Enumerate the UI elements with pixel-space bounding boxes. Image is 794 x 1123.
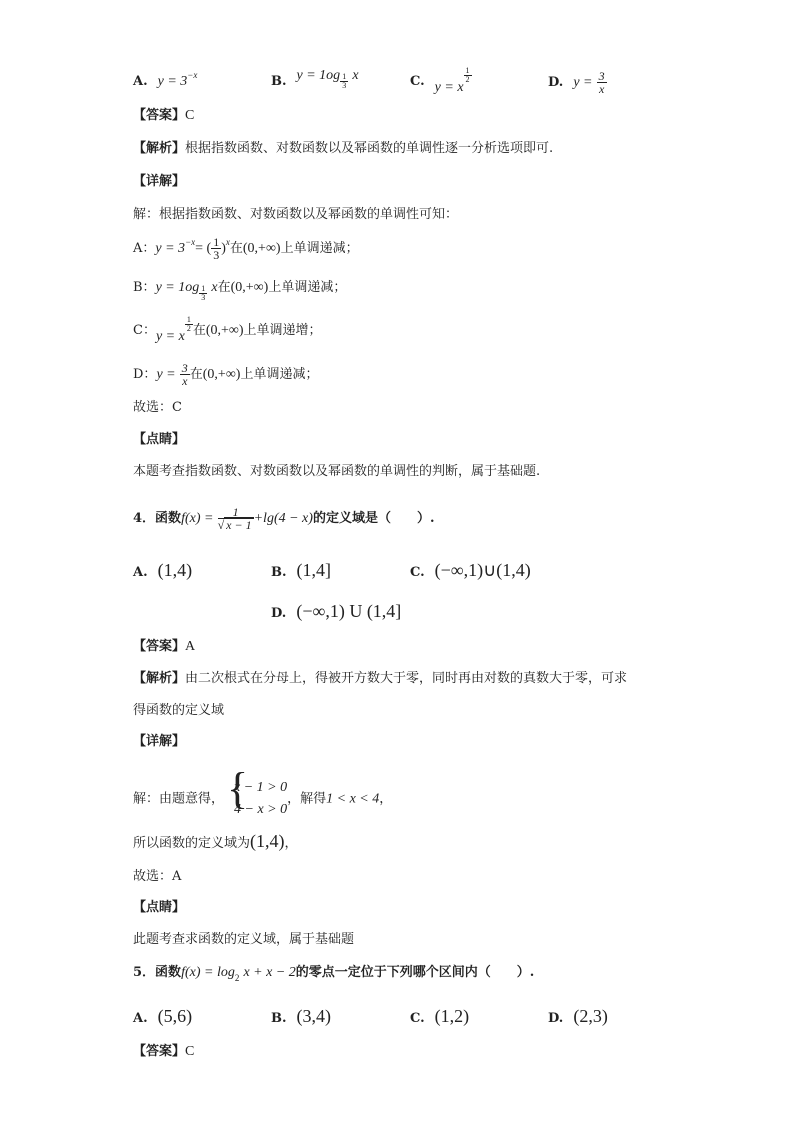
q4-comment: 此题考查求函数的定义域，属于基础题 (133, 932, 355, 947)
q3-comment-heading: 【点睛】 (133, 432, 186, 447)
q3-option-c: C. y = x $\frac{1}{2}$ (410, 66, 470, 95)
q4-comment-heading: 【点睛】 (133, 900, 186, 915)
q4-answer: 【答案】A (133, 639, 196, 654)
q4-option-b: B. (1,4] (271, 560, 332, 580)
q5-option-d: D. (2,3) (548, 1006, 608, 1026)
q3-answer: 【答案】C (133, 108, 195, 123)
q4-domain: 所以函数的定义域为(1,4)， (133, 831, 298, 851)
q3-option-a: A. $y = 3^{-x}$ (133, 70, 198, 89)
q3-detail-c: C：y = x $\frac{1}{2}$ 在(0,+∞)上单调递增； (133, 315, 322, 344)
q4-option-d: D. (−∞,1) U (1,4] (271, 601, 402, 621)
q3-comment: 本题考查指数函数、对数函数以及幂函数的单调性的判断，属于基础题. (133, 464, 541, 479)
q3-analysis: 【解析】根据指数函数、对数函数以及幂函数的单调性逐一分析选项即可. (133, 141, 554, 156)
q3-option-b: B. y = 1og $\frac{1}{3}$ x (271, 68, 359, 90)
q4-analysis-1: 【解析】由二次根式在分母上，得被开方数大于零，同时再由对数的真数大于零，可求 (133, 671, 628, 686)
q4-option-c: C. (−∞,1)∪(1,4) (410, 560, 531, 580)
q3-detail-b: B：y = 1og $\frac{1}{3}$ x在(0,+∞)上单调递减； (133, 280, 347, 302)
q5-stem: 5．函数$f(x) = \log_2 x + x - 2$的零点一定位于下列哪个区间内（ ）. (133, 965, 535, 983)
q5-option-a: A. (5,6) (133, 1006, 193, 1026)
q4-option-a: A. (1,4) (133, 560, 193, 580)
system-brace: { (227, 764, 249, 813)
q4-choose: 故选：A (133, 869, 182, 884)
q3-detail-a: A：$y = 3^{-x}=$ ( $\frac{1}{3}$ )$^x$在(0,+∞)上单调递减； (133, 235, 359, 262)
q3-option-d: D. y = $\frac{3}{x}$ (548, 69, 605, 96)
q3-choose: 故选：C (133, 400, 182, 415)
q5-answer: 【答案】C (133, 1044, 195, 1059)
q3-detail-d: D：y = $\frac{3}{x}$ 在(0,+∞)上单调递减； (133, 361, 319, 388)
q5-option-b: B. (3,4) (271, 1006, 332, 1026)
q3-detail-heading: 【详解】 (133, 174, 186, 189)
q4-detail: 解：由题意得， x − 1 > 0 4 − x > 0 ，解得1 < x < 4， (133, 780, 393, 817)
q4-detail-heading: 【详解】 (133, 734, 186, 749)
q5-option-c: C. (1,2) (410, 1006, 470, 1026)
q3-detail-intro: 解：根据指数函数、对数函数以及幂函数的单调性可知： (133, 207, 459, 222)
q4-analysis-2: 得函数的定义域 (133, 703, 225, 718)
q4-stem: 4．函数f(x) = $\frac{1}{√ x - 1}$ +lg(4 − x)的定义域是（ ）. (133, 505, 435, 532)
